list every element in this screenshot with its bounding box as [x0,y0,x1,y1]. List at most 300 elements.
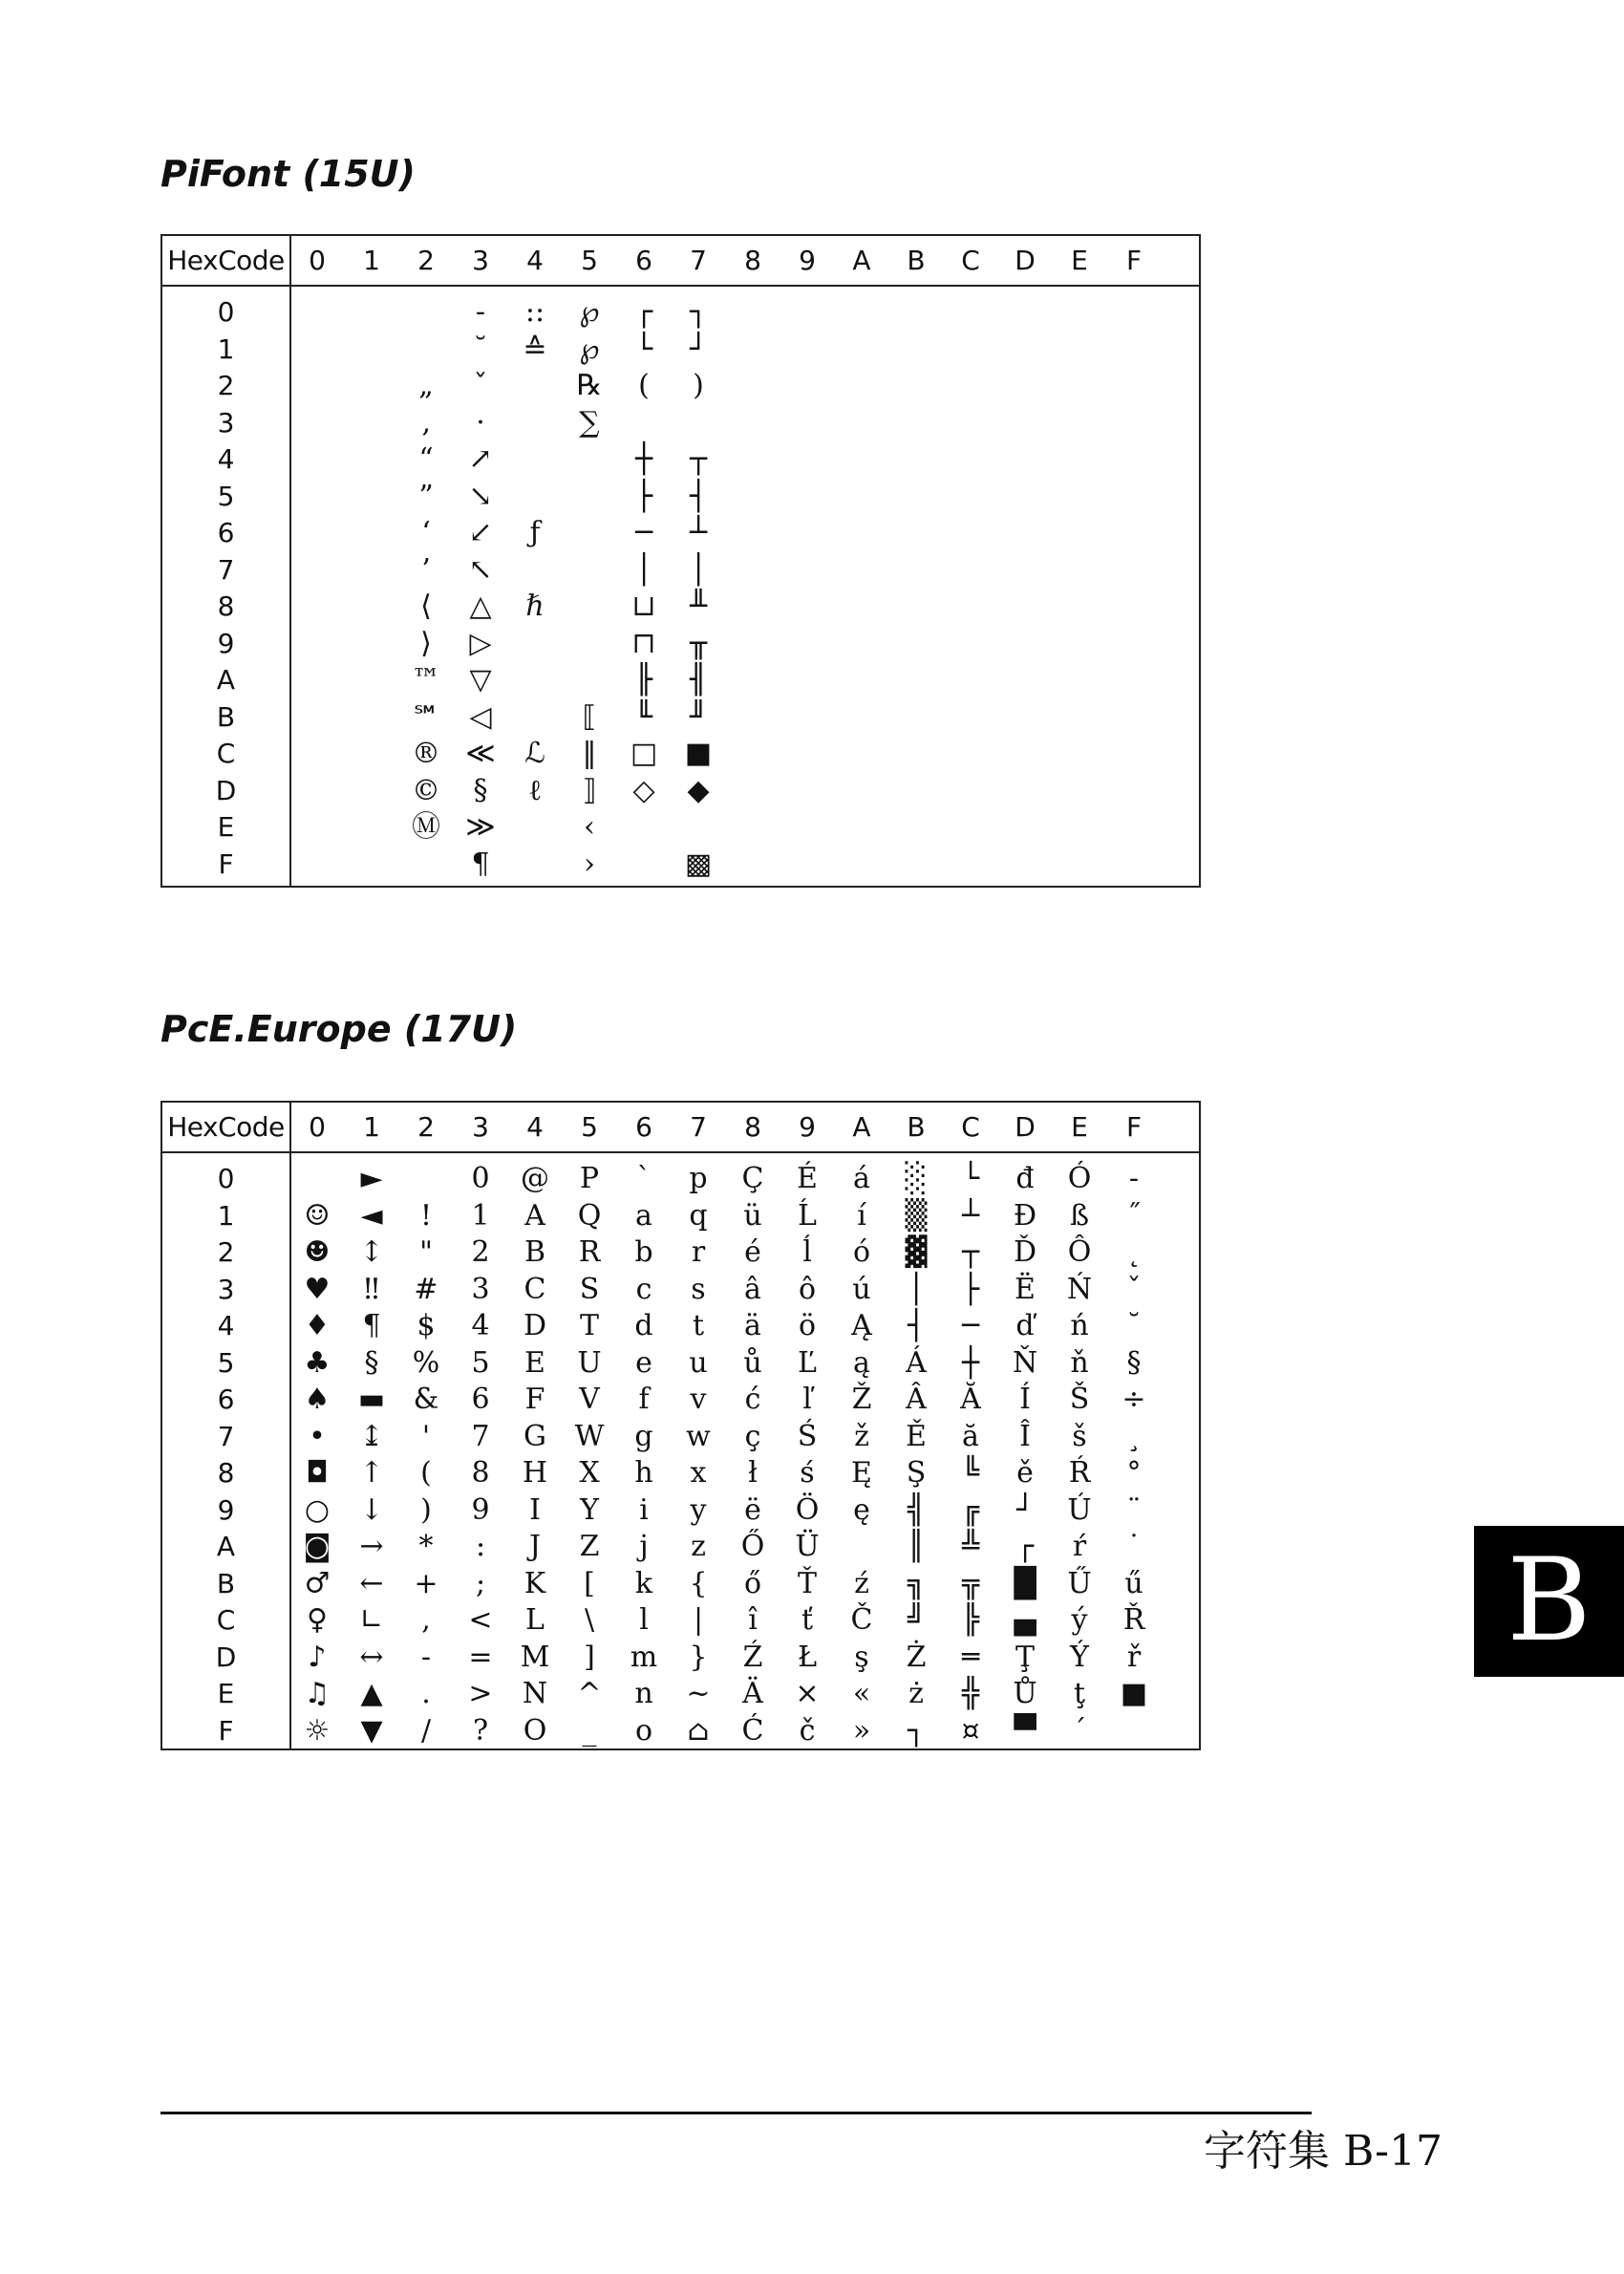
glyph-cell: ○ [304,1492,331,1527]
glyph-cell: ░ [905,1162,928,1195]
glyph-cell: Ś [797,1419,818,1453]
glyph-cell: ▼ [360,1713,383,1748]
column-header: A [852,245,871,276]
glyph-cell: ü [743,1198,762,1233]
glyph-cell: F [524,1383,545,1416]
glyph-cell: ń [1070,1309,1089,1342]
glyph-cell: P [579,1162,600,1195]
glyph-cell: m [630,1640,658,1674]
glyph-cell: © [412,773,440,807]
glyph-cell: 1 [471,1198,490,1233]
glyph-cell: ( [420,1456,432,1490]
glyph-cell: # [414,1272,438,1306]
glyph-cell: ˇ [473,369,488,402]
glyph-cell: ↗ [468,442,493,476]
row-label: 4 [217,443,235,475]
glyph-cell: · [476,405,485,440]
glyph-cell: f [638,1383,650,1416]
glyph-cell: Ć [741,1713,764,1748]
row-label: C [216,738,236,769]
table-header [162,1103,1199,1153]
bottom-rule [160,2112,1312,2114]
glyph-cell: , [421,1603,431,1637]
pceurope-table [160,1101,1201,1750]
glyph-cell: ◄ [360,1198,383,1233]
glyph-cell: ⌂ [687,1713,710,1748]
glyph-cell: Ⓜ [412,810,440,844]
glyph-cell: ╟ [634,663,653,697]
glyph-cell: › [584,847,595,881]
row-label: 3 [217,406,235,439]
glyph-cell: d [634,1309,653,1342]
glyph-cell: ý [1071,1603,1088,1637]
glyph-cell: Ç [741,1162,764,1195]
column-header: 9 [799,245,816,276]
glyph-cell: 6 [471,1383,490,1416]
glyph-cell: K [524,1566,546,1600]
glyph-cell: ç [744,1419,761,1453]
column-header: 2 [417,1111,435,1143]
row-label: 9 [217,627,235,659]
column-header: C [961,1111,980,1143]
row-label: F [218,1714,234,1747]
glyph-cell: ↕ [359,1235,384,1269]
column-header: 4 [526,245,544,276]
glyph-cell: * [418,1530,434,1563]
glyph-cell: ℘ [579,295,600,329]
glyph-cell: ť [801,1603,814,1637]
glyph-cell: ─ [634,516,653,549]
glyph-cell: N [522,1677,548,1710]
glyph-cell: 7 [471,1419,490,1453]
section-tab: B [1474,1526,1624,1677]
row-label: D [215,774,237,806]
glyph-cell: ▷ [469,626,492,660]
glyph-cell: G [524,1419,546,1453]
row-label: D [215,1641,237,1673]
glyph-cell: ♪ [308,1640,327,1674]
glyph-cell: ▲ [360,1677,383,1710]
glyph-cell: ╣ [907,1492,926,1527]
glyph-cell: ~ [686,1677,711,1710]
column-header: 3 [472,245,489,276]
glyph-cell: p [689,1162,708,1195]
glyph-cell: ♥ [304,1272,331,1306]
row-label: F [218,847,234,880]
row-label: 2 [217,1236,235,1268]
column-header: B [907,245,926,276]
glyph-cell: ≫ [465,810,496,844]
glyph-cell: ← [359,1566,384,1600]
glyph-cell: ’ [421,552,431,587]
glyph-cell: ¤ [961,1713,980,1748]
glyph-cell: █ [1014,1566,1036,1600]
glyph-cell: C [524,1272,546,1306]
row-label: E [217,811,235,843]
glyph-cell: > [468,1677,493,1710]
row-label: 6 [217,517,235,548]
glyph-cell: └ [961,1162,980,1195]
glyph-cell: ‹ [584,810,595,844]
row-label: 3 [217,1273,235,1305]
glyph-cell: ┴ [689,516,708,549]
glyph-cell: ď [1015,1309,1035,1342]
glyph-cell: Č [850,1603,873,1637]
glyph-cell: ⟨ [420,590,432,623]
glyph-cell: ô [798,1272,817,1306]
glyph-cell: Ş [906,1456,927,1490]
glyph-cell: Â [906,1383,927,1416]
glyph-cell: ═ [961,1640,980,1674]
row-label: 1 [217,333,235,365]
table-body [162,287,1199,886]
glyph-cell: ↑ [359,1456,384,1490]
column-header: 1 [363,1111,380,1143]
glyph-cell: Ď [1013,1235,1037,1269]
row-label: E [217,1678,235,1709]
glyph-cell: ş [854,1640,869,1674]
glyph-cell: Ú [1067,1492,1092,1527]
glyph-cell: - [475,295,486,329]
glyph-cell: ű [1124,1566,1143,1600]
glyph-cell: Ţ [1015,1640,1035,1674]
glyph-cell: ↘ [468,479,493,513]
glyph-cell: i [639,1492,649,1527]
title-pifont: PiFont (15U) [160,153,416,195]
glyph-cell: ( [638,369,650,402]
glyph-cell: ╗ [907,1566,926,1600]
glyph-cell: ℏ [525,590,545,623]
column-header: 8 [744,245,761,276]
glyph-cell: ` [636,1162,652,1195]
row-label: C [216,1604,236,1636]
row-label: 2 [217,370,235,401]
glyph-cell: ă [962,1419,979,1453]
column-header: E [1071,1111,1088,1143]
glyph-cell: ◆ [687,773,710,807]
glyph-cell: ║ [907,1530,926,1563]
glyph-cell: ℞ [576,369,603,402]
hexcode-header: HexCode [162,1103,291,1151]
glyph-cell: 4 [471,1309,490,1342]
glyph-cell: e [635,1345,652,1380]
glyph-cell: " [419,1235,433,1269]
glyph-cell: ╢ [689,663,708,697]
glyph-cell: b [634,1235,653,1269]
glyph-cell: ┘ [689,332,708,366]
glyph-cell: < [468,1603,493,1637]
column-header: 7 [690,245,707,276]
column-header: 2 [417,245,435,276]
glyph-cell: ▽ [469,663,492,697]
glyph-cell: { [689,1566,708,1600]
column-header: B [907,1111,926,1143]
glyph-cell: ‖ [582,737,597,770]
glyph-cell: ╥ [689,626,708,660]
column-header: 8 [744,1111,761,1143]
glyph-cell: ł [748,1456,758,1490]
glyph-cell: ® [412,737,440,770]
glyph-cell: ř [1126,1640,1142,1674]
glyph-cell: ℘ [579,332,600,366]
glyph-cell: ┐ [689,295,708,329]
glyph-cell: ▀ [1014,1713,1036,1748]
glyph-cell: § [473,773,488,807]
glyph-cell: ! [419,1198,433,1233]
glyph-cell: 0 [471,1162,490,1195]
glyph-cell: c [635,1272,652,1306]
glyph-cell: ♠ [304,1383,331,1416]
glyph-cell: ƒ [529,516,541,549]
glyph-cell: Ë [1015,1272,1036,1306]
glyph-cell: ) [693,369,704,402]
glyph-cell: ┴ [961,1198,980,1233]
glyph-cell: t [692,1309,705,1342]
glyph-cell: Ł [797,1640,818,1674]
glyph-cell: ż [908,1677,924,1710]
column-header: 1 [363,245,380,276]
glyph-cell: ☻ [304,1235,331,1269]
row-label: A [216,1531,236,1562]
glyph-cell: ⟧ [582,773,597,807]
glyph-cell: ¶ [362,1309,381,1342]
glyph-cell: k [634,1566,653,1600]
row-label: 7 [217,553,235,586]
glyph-cell: ÷ [1122,1383,1146,1416]
glyph-cell: Y [580,1492,599,1527]
glyph-cell: :: [524,295,545,329]
glyph-cell: □ [630,737,658,770]
glyph-cell: j [639,1530,649,1563]
glyph-cell: ź [854,1566,869,1600]
glyph-cell: Ő [740,1530,765,1563]
glyph-cell: Ń [1066,1272,1093,1306]
glyph-cell: ╩ [961,1530,980,1563]
glyph-cell: w [686,1419,711,1453]
glyph-cell: ╝ [907,1603,926,1637]
glyph-cell: Ă [960,1383,981,1416]
glyph-cell: I [529,1492,541,1527]
glyph-cell: Đ [1013,1198,1037,1233]
glyph-cell: ▬ [357,1383,386,1416]
column-header: A [852,1111,871,1143]
glyph-cell: Ň [1012,1345,1038,1380]
glyph-cell: Q [577,1198,602,1233]
glyph-cell: \ [584,1603,595,1637]
glyph-cell: ⊓ [631,626,656,660]
glyph-cell: § [1126,1345,1142,1380]
glyph-cell: ♂ [304,1566,331,1600]
glyph-cell: h [634,1456,653,1490]
glyph-cell: a [635,1198,652,1233]
glyph-cell: M [520,1640,550,1674]
glyph-cell: á [853,1162,870,1195]
column-header: F [1125,245,1143,276]
glyph-cell: « [852,1677,871,1710]
glyph-cell: “ [418,442,434,476]
glyph-cell: Ó [1067,1162,1092,1195]
glyph-cell: = [468,1640,493,1674]
row-label: 5 [217,480,235,512]
column-header: 3 [472,1111,489,1143]
page-footer: 字符集 B-17 [1204,2127,1442,2176]
glyph-cell: ╚ [961,1456,980,1490]
glyph-cell: ⟩ [420,626,432,660]
glyph-cell: č [799,1713,816,1748]
glyph-cell: ▒ [905,1198,928,1233]
glyph-cell: ˘ [473,332,488,366]
glyph-cell: ≙ [523,332,547,366]
pifont-table [160,234,1201,888]
glyph-cell: ♦ [304,1309,331,1342]
glyph-cell: R [578,1235,601,1269]
glyph-cell: ¨ [1126,1492,1142,1527]
glyph-cell: ů [743,1345,762,1380]
column-header: 5 [581,245,598,276]
glyph-cell: ú [852,1272,871,1306]
glyph-cell: é [744,1235,761,1269]
column-header: E [1071,245,1088,276]
glyph-cell: ß [1069,1198,1090,1233]
column-header: 9 [799,1111,816,1143]
row-label: 1 [217,1199,235,1232]
glyph-cell: ∑ [579,405,600,440]
glyph-cell: ó [852,1235,871,1269]
glyph-cell: í [857,1198,866,1233]
row-label: 0 [217,296,235,328]
glyph-cell: × [795,1677,820,1710]
glyph-cell: 9 [471,1492,490,1527]
glyph-cell: ŕ [1072,1530,1087,1563]
glyph-cell: Ý [1070,1640,1089,1674]
glyph-cell: │ [689,552,708,587]
column-header: 6 [635,1111,652,1143]
glyph-cell: 5 [471,1345,490,1380]
glyph-cell: ┼ [634,442,653,476]
glyph-cell: ö [798,1309,817,1342]
glyph-cell: ◘ [306,1456,329,1490]
glyph-cell: ┐ [907,1713,926,1748]
glyph-cell: Á [906,1345,927,1380]
glyph-cell: │ [634,552,653,587]
glyph-cell: ě [1016,1456,1034,1490]
glyph-cell: ├ [634,479,653,513]
glyph-cell: ┤ [907,1309,926,1342]
row-label: 9 [217,1493,235,1526]
glyph-cell: ┬ [961,1235,980,1269]
glyph-cell: x [690,1456,707,1490]
glyph-cell: . [421,1677,431,1710]
column-header: D [1015,1111,1036,1143]
glyph-cell: Ź [742,1640,763,1674]
glyph-cell: Í [1019,1383,1031,1416]
glyph-cell: ╔ [961,1492,980,1527]
glyph-cell: ↙ [468,516,493,549]
glyph-cell: ℒ [524,737,545,770]
glyph-cell: l [639,1603,649,1637]
glyph-cell: Ö [795,1492,820,1527]
glyph-cell: H [522,1456,548,1490]
glyph-cell: ą [853,1345,870,1380]
glyph-cell: ■ [684,737,713,770]
glyph-cell: ś [800,1456,815,1490]
glyph-cell: - [1128,1162,1140,1195]
glyph-cell: z [691,1530,706,1563]
glyph-cell: ♫ [304,1677,331,1710]
glyph-cell: ↓ [359,1492,384,1527]
glyph-cell: s [691,1272,706,1306]
glyph-cell: ˛ [1126,1235,1142,1269]
column-header: 0 [309,245,326,276]
glyph-cell: / [420,1713,432,1748]
glyph-cell: J [528,1530,542,1563]
column-header: D [1015,245,1036,276]
glyph-cell: $ [417,1309,436,1342]
glyph-cell: • [309,1419,326,1453]
glyph-cell: ▄ [1014,1603,1036,1637]
glyph-cell: E [524,1345,545,1380]
glyph-cell: 2 [471,1235,490,1269]
glyph-cell: V [579,1383,600,1416]
glyph-cell: Ô [1067,1235,1092,1269]
glyph-cell: ◇ [632,773,655,807]
glyph-cell: ▓ [905,1235,928,1269]
glyph-cell: _ [582,1713,597,1748]
glyph-cell: Ť [797,1566,817,1600]
glyph-cell: ⟦ [582,699,597,734]
glyph-cell: ¶ [471,847,490,881]
glyph-cell: ˙ [1126,1530,1142,1563]
glyph-cell: ┤ [689,479,708,513]
glyph-cell: ┌ [634,295,653,329]
glyph-cell: W [574,1419,605,1453]
column-header: 7 [690,1111,707,1143]
row-label: B [216,700,236,733]
glyph-cell: 8 [471,1456,490,1490]
hexcode-header: HexCode [162,236,291,285]
glyph-cell: ę [853,1492,870,1527]
glyph-cell: y [690,1492,707,1527]
glyph-cell: A [524,1198,545,1233]
glyph-cell: ˘ [1126,1309,1142,1342]
glyph-cell: ℠ [411,699,441,734]
glyph-cell: ╠ [961,1603,980,1637]
glyph-cell: ℓ [527,773,543,807]
glyph-cell: ┌ [1015,1530,1035,1563]
glyph-cell: ╬ [961,1677,980,1710]
glyph-cell: ╦ [961,1566,980,1600]
row-label: 8 [217,590,235,622]
glyph-cell: ☺ [304,1198,331,1233]
glyph-cell: Ĺ [798,1198,817,1233]
glyph-cell: ├ [961,1272,980,1306]
glyph-cell: ţ [1073,1677,1086,1710]
glyph-cell: | [693,1603,704,1637]
glyph-cell: ˇ [1126,1272,1142,1306]
glyph-cell: Ä [742,1677,763,1710]
row-label: 4 [217,1310,235,1341]
glyph-cell: ☼ [304,1713,331,1748]
row-label: B [216,1567,236,1599]
glyph-cell: ↔ [359,1640,384,1674]
glyph-cell: ć [744,1383,761,1416]
glyph-cell: ž [854,1419,869,1453]
glyph-cell: O [523,1713,547,1748]
glyph-cell: ┬ [689,442,708,476]
glyph-cell: ◁ [469,699,492,734]
glyph-cell: É [797,1162,818,1195]
glyph-cell: S [579,1272,600,1306]
